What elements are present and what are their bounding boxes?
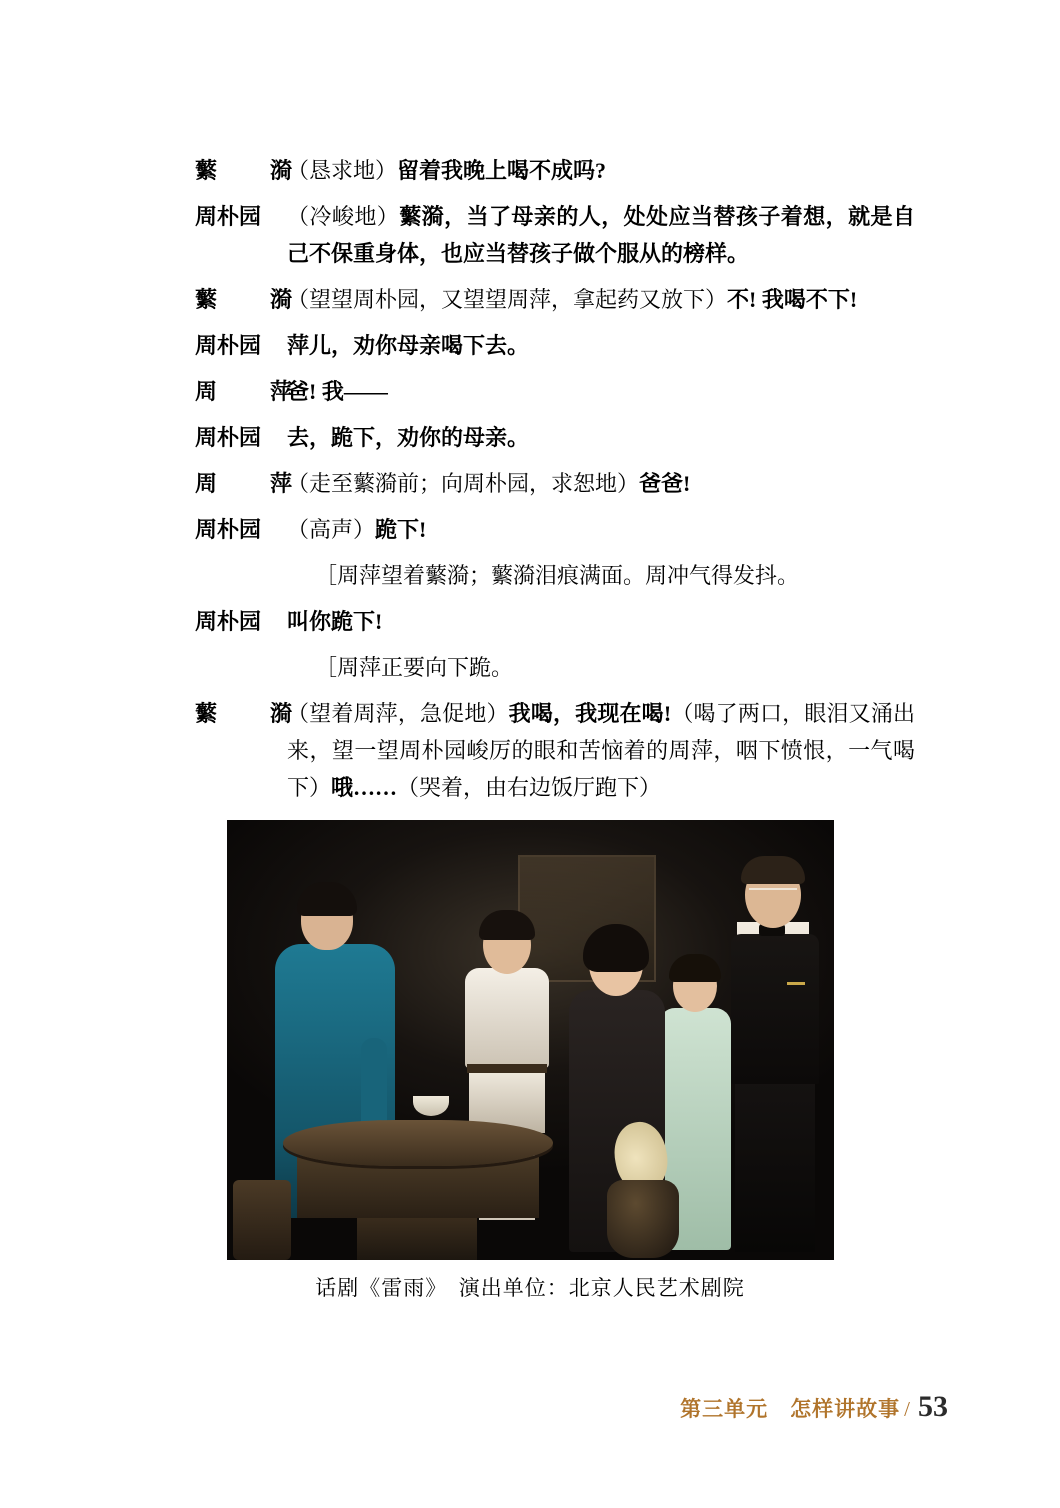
wooden-pot [607,1180,679,1258]
stage-direction: （望着周萍，急促地） [287,701,509,726]
script-line [195,281,915,318]
line-text [287,327,915,364]
medicine-bowl [413,1096,449,1116]
script-line [195,511,915,548]
script-line [195,465,915,502]
script-line [195,419,915,456]
narration-text: ［周萍望着蘩漪；蘩漪泪痕满面。周冲气得发抖。 [315,563,800,588]
line-text [287,557,915,594]
speaker-name: 周朴园 [195,333,262,358]
speech-text: 爸爸! [639,471,691,496]
speech-text: 留着我晚上喝不成吗? [397,158,607,183]
footer-separator: / [904,1397,910,1421]
stage-direction: （高声） [287,517,376,542]
speaker-name: 周 萍 [195,379,307,404]
script-line [195,695,915,806]
script-line [195,198,915,272]
stage-photograph [227,820,834,1260]
line-text [287,695,915,806]
page-footer [680,1390,948,1424]
figure-caption: 话剧《雷雨》 演出单位：北京人民艺术剧院 [315,1276,745,1300]
line-text [287,198,915,272]
narration-text: ［周萍正要向下跪。 [315,655,514,680]
line-text [287,419,915,456]
speaker-name: 周 萍 [195,471,307,496]
speech-text: 蘩漪，当了母亲的人，处处应当替孩子着想，就是自己不保重身体，也应当替孩子做个服从的榜样。 [287,204,915,266]
vest [731,934,819,1084]
line-text [287,152,915,189]
speaker-name: 蘩 漪 [195,158,307,183]
script-line [195,373,915,410]
script-line [195,603,915,640]
speech-text: 去，跪下，劝你的母亲。 [287,425,530,450]
speech-text: 爸! 我—— [287,379,388,404]
page-number: 53 [918,1390,948,1423]
hair [583,924,649,972]
watch-chain [787,982,805,985]
legs [735,1082,815,1252]
speaker-name: 蘩 漪 [195,287,307,312]
hair [297,882,357,916]
speech-text: 跪下! [375,517,427,542]
stage-direction: （冷峻地） [287,204,400,229]
script-line [195,152,915,189]
script-narration [195,557,915,594]
line-text [287,511,915,548]
speaker-name: 周朴园 [195,517,262,542]
stage-direction: （望望周朴园，又望望周萍，拿起药又放下） [287,287,728,312]
speech-text: 我喝，我现在喝! [508,701,672,726]
speech-text: 叫你跪下! [287,609,383,634]
photo-scene [227,820,834,1260]
line-text [287,281,915,318]
shirt [465,968,549,1068]
stage-direction: （走至蘩漪前；向周朴园，求恕地） [287,471,640,496]
line-text [287,649,915,686]
round-table [283,1120,553,1166]
script-narration [195,649,915,686]
actor-man-glasses-vest [721,862,831,1252]
script-body [195,152,915,815]
stage-direction-mid: （喝了两口，眼泪又涌出来，望一望周朴园峻厉的眼和苦恼着的周萍，咽下愤恨，一气喝下） [287,701,915,800]
script-line [195,327,915,364]
stage-direction: （恳求地） [287,158,398,183]
stage-direction-suffix: （哭着，由右边饭厅跑下） [397,775,662,800]
line-text [287,465,915,502]
speaker-name: 周朴园 [195,609,262,634]
footer-unit-label: 第三单元 怎样讲故事 [680,1397,901,1421]
line-text [287,373,915,410]
speech-text: 萍儿，劝你母亲喝下去。 [287,333,530,358]
table-leg [357,1216,477,1260]
speaker-name: 周朴园 [195,425,262,450]
glasses-icon [749,888,797,900]
speech-text-2: 哦…… [331,775,398,800]
wooden-stool [233,1180,291,1260]
speech-text: 不! 我喝不下! [727,287,858,312]
hair [741,856,805,884]
belt [467,1064,547,1073]
speaker-name: 蘩 漪 [195,701,307,726]
speaker-name: 周朴园 [195,204,262,229]
line-text [287,603,915,640]
